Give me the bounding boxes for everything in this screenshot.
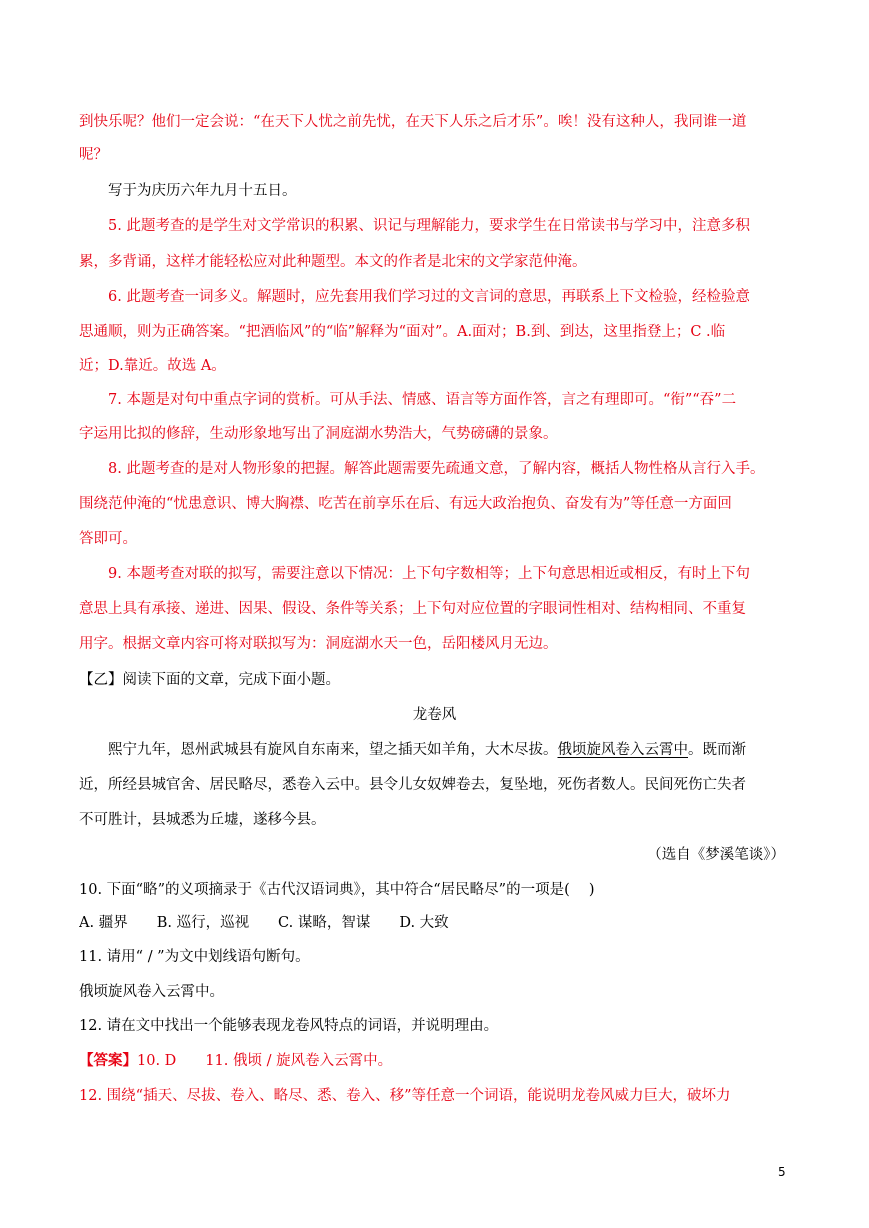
- answer-8-line: 答即可。: [79, 531, 137, 547]
- passage-line: 近，所经县城官舍、居民略尽，悉卷入云中。县令儿女奴婢卷去，复坠地，死伤者数人。民间死伤亡失者: [79, 777, 746, 793]
- passage-source: （选自《梦溪笔谈》）: [647, 847, 785, 863]
- passage-title: 龙卷风: [412, 707, 457, 723]
- answer-6-line: 思通顺，则为正确答案。“把酒临风”的“临”解释为“面对”。A.面对；B.到、到达，这里指登上；C .临: [79, 324, 726, 340]
- passage-line: 熙宁九年，恩州武城县有旋风自东南来，望之插天如羊角，大木尽拔。俄顷旋风卷入云霄中。既而渐: [108, 742, 746, 758]
- answer-5-line: 5. 此题考查的是学生对文学常识的积累、识记与理解能力，要求学生在日常读书与学习中，注意多积: [108, 218, 750, 234]
- underlined-sentence: 俄顷旋风卷入云霄中: [557, 742, 688, 758]
- answer-8-line: 8. 此题考查的是对人物形象的把握。解答此题需要先疏通文意，了解内容，概括人物性格从言行入手。: [108, 461, 765, 477]
- translation-line: 到快乐呢？他们一定会说：“在天下人忧之前先忧，在天下人乐之后才乐”。唉！没有这种人，我同谁一道: [79, 114, 747, 130]
- answer-9-line: 用字。根据文章内容可将对联拟写为：洞庭湖水天一色，岳阳楼风月无边。: [79, 636, 558, 652]
- answer-12-line: 12. 围绕“插天、尽拔、卷入、略尽、悉、卷入、移”等任意一个词语，能说明龙卷风威力巨大，破坏力: [79, 1088, 731, 1104]
- answer-line: 【答案】10. D 11. 俄顷 / 旋风卷入云霄中。: [79, 1052, 393, 1069]
- section-heading: 【乙】阅读下面的文章，完成下面小题。: [79, 672, 340, 688]
- answer-5-line: 累，多背诵，这样才能轻松应对此种题型。本文的作者是北宋的文学家范仲淹。: [79, 254, 587, 270]
- question-12: 12. 请在文中找出一个能够表现龙卷风特点的词语，并说明理由。: [79, 1018, 499, 1034]
- passage-line: 不可胜计，县城悉为丘墟，遂移今县。: [79, 812, 326, 828]
- answer-label: 【答案】: [79, 1052, 137, 1069]
- translation-line: 呢？: [79, 147, 108, 163]
- question-10: 10. 下面“略”的义项摘录于《古代汉语词典》，其中符合“居民略尽”的一项是( ): [79, 882, 595, 898]
- answer-8-line: 围绕范仲淹的“忧患意识、博大胸襟、吃苦在前享乐在后、有远大政治抱负、奋发有为”等任意一方面回: [79, 496, 732, 512]
- translation-line: 写于为庆历六年九月十五日。: [108, 183, 297, 199]
- answer-6-line: 近；D.靠近。故选 A。: [79, 358, 226, 374]
- question-11: 11. 请用“ / ”为文中划线语句断句。: [79, 949, 310, 965]
- question-11-sentence: 俄顷旋风卷入云霄中。: [79, 984, 224, 1000]
- answer-7-line: 7. 本题是对句中重点字词的赏析。可从手法、情感、语言等方面作答，言之有理即可。“衔”“吞”二: [108, 392, 737, 408]
- question-10-options: A. 疆界 B. 巡行，巡视 C. 谋略，智谋 D. 大致: [79, 915, 449, 931]
- answer-9-line: 9. 本题考查对联的拟写，需要注意以下情况：上下句字数相等；上下句意思相近或相反，有时上下句: [108, 566, 750, 582]
- answer-7-line: 字运用比拟的修辞，生动形象地写出了洞庭湖水势浩大，气势磅礴的景象。: [79, 426, 558, 442]
- page-number: 5: [778, 1165, 786, 1179]
- answer-6-line: 6. 此题考查一词多义。解题时，应先套用我们学习过的文言词的意思，再联系上下文检验，经检验意: [108, 289, 750, 305]
- answer-9-line: 意思上具有承接、递进、因果、假设、条件等关系；上下句对应位置的字眼词性相对、结构相同、不重复: [79, 601, 746, 617]
